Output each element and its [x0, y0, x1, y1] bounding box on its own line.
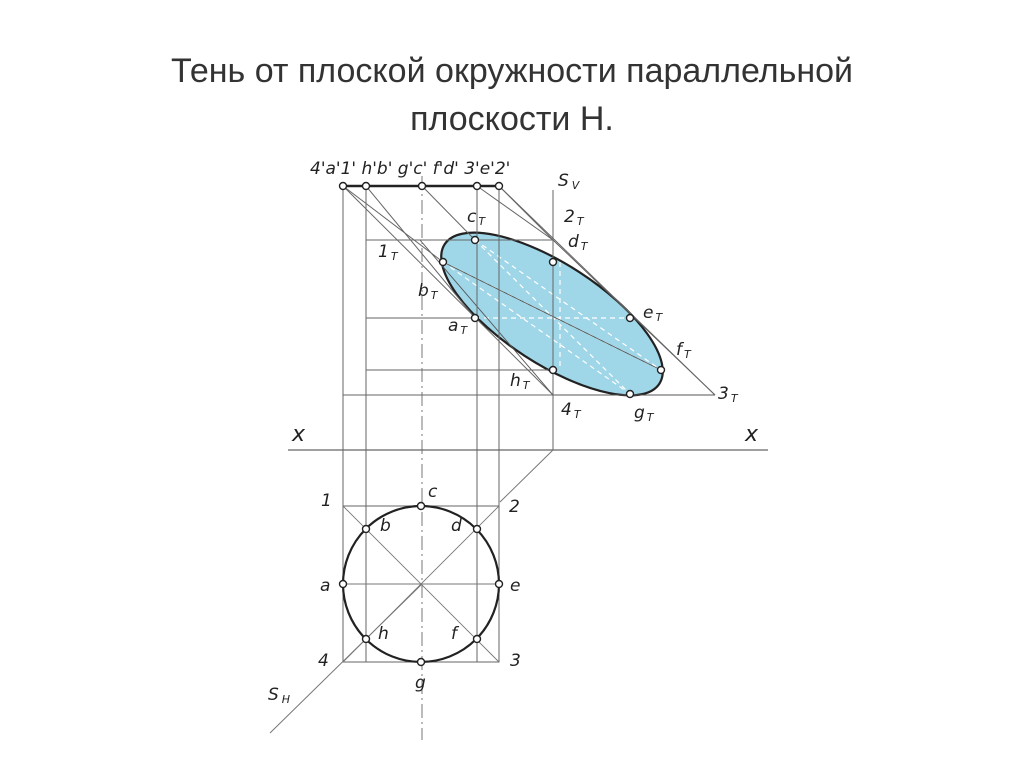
label-top-row: 4'a'1' h'b' g'c' f'd' 3'e'2' [310, 159, 511, 179]
label-b-t: b T [418, 281, 438, 302]
label-sh: S H [268, 685, 291, 706]
label-x-right: x [745, 422, 759, 447]
label-g-t: g T [634, 403, 654, 424]
label-2: 2 [509, 497, 520, 517]
label-d: d [451, 516, 462, 536]
label-c: c [428, 482, 438, 502]
slide-title-line-2: плоскости Н. [410, 100, 614, 138]
label-4-t: 4 T [561, 400, 581, 421]
label-h: h [378, 624, 389, 644]
shadow-ellipse-group [417, 202, 715, 425]
label-f: f [451, 624, 457, 644]
label-1-t: 1 T [378, 242, 398, 263]
label-f-t: f T [676, 340, 691, 361]
label-a: a [320, 576, 331, 596]
slide-title-line-1: Тень от плоской окружности параллельной [171, 52, 853, 90]
label-3-t: 3 T [718, 384, 738, 405]
label-4: 4 [318, 651, 329, 671]
label-h-t: h T [510, 371, 530, 392]
label-d-t: d T [568, 232, 588, 253]
label-e: e [510, 576, 521, 596]
label-c-t: c T [467, 207, 486, 228]
label-2-t: 2 T [564, 207, 584, 228]
label-g: g [415, 673, 426, 693]
label-b: b [380, 516, 391, 536]
horizontal-projection [270, 506, 499, 733]
label-1: 1 [321, 491, 332, 511]
label-e-t: e T [643, 303, 663, 324]
label-sv: S V [558, 171, 580, 192]
label-3: 3 [510, 651, 521, 671]
axis-diagonal [500, 450, 553, 502]
label-a-t: a T [448, 316, 468, 337]
label-x-left: x [292, 422, 306, 447]
